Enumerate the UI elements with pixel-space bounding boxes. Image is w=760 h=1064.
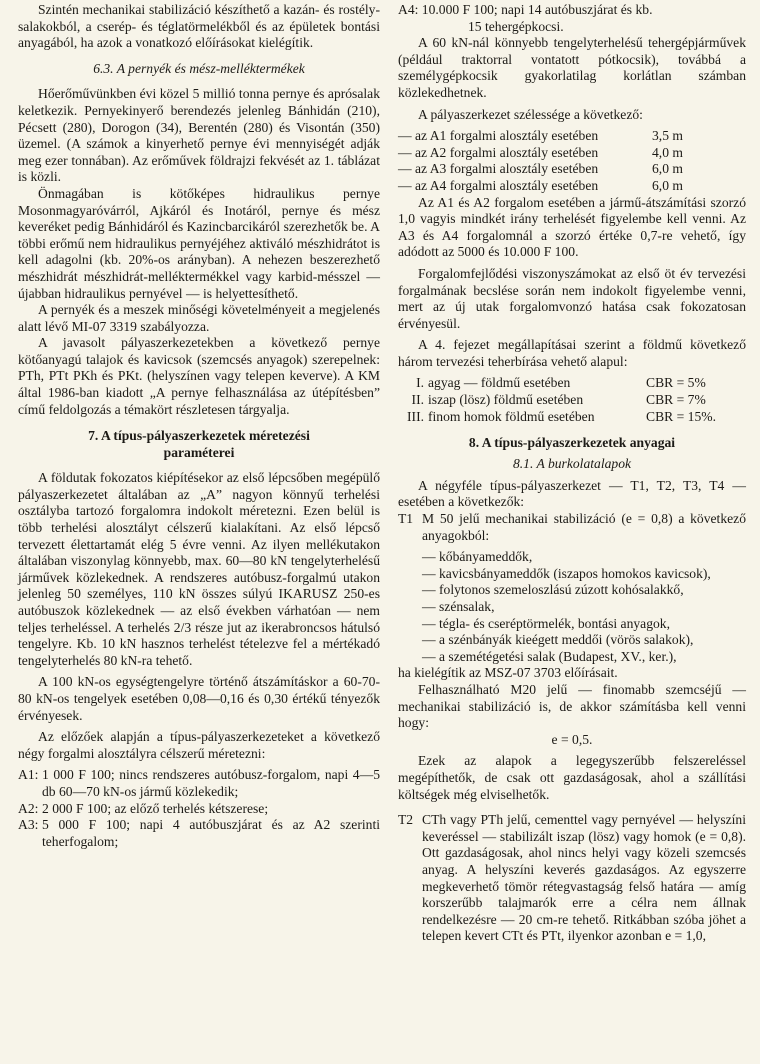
width-value: 6,0 m: [652, 177, 683, 193]
width-desc: — az A1 forgalmi alosztály esetében: [398, 128, 599, 144]
paragraph-6-3-d: A javasolt pályaszerkezetekben a következő pernye kötőanyagú talajok és kavicsok (szemcsés anyagok) szerepelnek: PTh, PTt PKh és PKt. (helyszínen vagy telepen keverve). A KM által 1986-ban kiadott „A pernye felhasználása az útépítésben” című feldolgozás a témakört részletesen tárgyalja.: [18, 335, 380, 417]
material-item: — a szénbányák kieégett meddői (vörös salakok),: [422, 632, 694, 648]
section-8-heading: 8. A típus-pályaszerkezetek anyagai: [468, 435, 676, 451]
paragraph-r2: A pályaszerkezet szélessége a következő:: [418, 106, 643, 122]
section-8-1-heading: 8.1. A burkolatalapok: [512, 456, 632, 472]
width-row: [398, 161, 683, 178]
material-item: — a szemétégetési salak (Budapest, XV., ker.),: [422, 648, 677, 664]
paragraph-r3: Az A1 és A2 forgalom esetében a jármű-átszámítási szorzó 1,0 vagyis mindkét irány terhelését figyelembe kell venni. Az A3 és A4 forgalomnál a szorzó értéke 0,7-re vehető, így adódott az 5000 és 10.000 F 100.: [398, 194, 746, 260]
width-desc: — az A3 forgalmi alosztály esetében: [398, 161, 599, 177]
soil-row: [398, 392, 716, 409]
section-7-heading-line2: paraméterei: [163, 445, 235, 461]
traffic-class-label: A3:: [18, 817, 39, 833]
paragraph-r1: A 60 kN-nál könnyebb tengelyterhelésű tehergépjárművek (például traktorral vontatott pótkocsik), továbbá a személygépkocsik gyakorlatilag korlátlan számban közlekedhetnek.: [398, 35, 746, 100]
paragraph-8-d: Ezek az alapok a legegyszerűbb felszereléssel megépíthetők, de csak ott gazdaságosak, ahol a szállítási költségek még elviselhetők.: [398, 753, 746, 802]
paragraph-7-a: A földutak fokozatos kiépítésekor az első lépcsőben megépülő pályaszerkezetet általában az „A” nagyon könnyű terhelési osztályba tartozó forgalomra indokolt méretezni. Ezen belül is több terhelési alosztályt célszerű kialakítani. Az első lépcső tervezett élettartamát elég 5 évre venni. Az ilyen mellékutakon általában viszonylag könnyebb, max. 60—80 kN tengelyterhelésű járművek közlekednek. A rendszeres autóbusz-forgalmú utakon jelenleg 50 személyes, 110 kN összes súlyú IKARUSZ 250-es autóbuszok közlekednek — az első években várhatóan — nem teljes terheléssel. A terhelés 2/3 része jut az ikerabroncsos hátulsó tengelyre. Kb. 10 kN hasznos terhelést tételezve fel a mértékadó tengelyterhelés 80 kN-ra tehető.: [18, 470, 380, 668]
paragraph-r5: A 4. fejezet megállapításai szerint a földmű következő három tervezési teherbírása vehető alapul:: [398, 337, 746, 369]
section-7-heading: [18, 427, 380, 461]
width-table: [398, 128, 683, 194]
traffic-class-label: A2:: [18, 800, 39, 816]
paragraph-8-b: ha kielégítik az MSZ-07 3703 előírásait.: [398, 665, 618, 681]
t2-label: T2: [398, 812, 414, 828]
traffic-class-list: [18, 767, 380, 850]
traffic-class-item: [18, 767, 380, 800]
width-value: 6,0 m: [652, 161, 683, 177]
t1-text: M 50 jelű mechanikai stabilizáció (e = 0,8) a következő anyagokból:: [422, 511, 746, 543]
traffic-class-text: 1 000 F 100; nincs rendszeres autóbusz-forgalom, napi 4—5 db 60—70 kN-os jármű közlekedik;: [42, 767, 380, 799]
soil-num: III.: [407, 408, 424, 424]
class-a4-line2: 15 tehergépkocsi.: [468, 18, 564, 34]
soil-cbr: CBR = 5%: [646, 375, 706, 391]
t2-text: CTh vagy PTh jelű, cementtel vagy pernyével — helyszíni keveréssel — stabilizált iszap (lösz) vagy homok (e = 0,8). Ott gazdaságosak, ahol nincs helyi vagy közeli szemcsés anyag. A helyszíni keverés gazdaságos. Az egyszerre megkeverhető tömör rétegvastagság felső határa — amíg korszerűbb talajmarók erre a célra nem állnak rendelkezésre — 20 cm-re tehető. Ritkábban szóba jöhet a telepen kevert CTt és PTt, ilyenkor azonban e = 1,0,: [422, 812, 746, 944]
soil-num: II.: [411, 392, 424, 408]
intro-paragraph: Szintén mechanikai stabilizáció készíthető a kazán- és rostély-salakokból, a cserép- és téglatörmelékből és az épületek bontási anyagából, ha azok a vonatkozó előírásokat kielégítik.: [18, 2, 380, 51]
material-list: [422, 549, 746, 665]
paragraph-6-3-b: Önmagában is kötőképes hidraulikus pernye Mosonmagyaróvárról, Ajkáról és Inotáról, pernye és mész keveréket pedig Bánhidáról és Kazincbarcikáról szerezhetők be. A többi erőmű nem hidraulikus pernyéjéhez aktiváló mészhidrátot is kell adagolni (kb. 20%-os arányban). A nehezen beszerezhető mészhidrát mészhidrát-melléktermékkel vagy karbid-mésszel — újabban hidraulikus pernyével — is helyettesíthető.: [18, 185, 380, 301]
section-7-heading-line1: 7. A típus-pályaszerkezetek méretezési: [88, 428, 310, 444]
material-item: — tégla- és cseréptörmelék, bontási anyagok,: [422, 615, 670, 631]
soil-num: I.: [416, 375, 424, 391]
paragraph-8-a: A négyféle típus-pályaszerkezet — T1, T2, T3, T4 — esetében a következők:: [398, 477, 746, 510]
soil-desc: finom homok földmű esetében: [428, 408, 595, 424]
class-a4-line1: A4: 10.000 F 100; napi 14 autóbuszjárat és kb.: [398, 2, 653, 17]
left-column: [18, 2, 380, 850]
width-desc: — az A2 forgalmi alosztály esetében: [398, 144, 599, 160]
section-6-3-heading: 6.3. A pernyék és mész-melléktermékek: [93, 60, 305, 76]
material-item: — kőbányameddők,: [422, 549, 533, 565]
paragraph-7-b: A 100 kN-os egységtengelyre történő átszámításkor a 60-70-80 kN-os tengelyek esetében 0,08—0,16 és 0,30 értékű tényezők érvényesek.: [18, 674, 380, 723]
equation: e = 0,5.: [551, 731, 593, 747]
traffic-class-text: 5 000 F 100; napi 4 autóbuszjárat és az A2 szerinti teherfogalom;: [42, 817, 380, 849]
soil-row: [398, 409, 716, 426]
soil-table: [398, 375, 716, 425]
width-value: 3,5 m: [652, 128, 683, 144]
soil-cbr: CBR = 7%: [646, 392, 706, 408]
material-item: — kavicsbányameddők (iszapos homokos kavicsok),: [422, 565, 711, 581]
traffic-class-label: A1:: [18, 767, 39, 783]
traffic-class-item: [18, 801, 380, 818]
traffic-class-text: 2 000 F 100; az előző terhelés kétszerese;: [42, 800, 269, 816]
paragraph-8-c: Felhasználható M20 jelű — finomabb szemcséjű — mechanikai stabilizáció is, de akkor számításba kell venni hogy:: [398, 681, 746, 731]
paragraph-7-c: Az előzőek alapján a típus-pályaszerkezeteket a következő négy forgalmi alosztályra célszerű méretezni:: [18, 729, 380, 761]
soil-cbr: CBR = 15%.: [646, 408, 716, 424]
width-row: [398, 178, 683, 195]
paragraph-r4: Forgalomfejlődési viszonyszámokat az első öt év tervezési forgalmának becslése során nem indokolt figyelembe venni, mert az új utak forgalomvonzó hatása csak fokozatosan érvényesül.: [398, 265, 746, 331]
material-item: — szénsalak,: [422, 599, 495, 614]
t2-block: [398, 812, 746, 945]
paragraph-6-3-a: Hőerőművünkben évi közel 5 millió tonna pernye és aprósalak keletkezik. Pernyekinyerő berendezés jelenleg Bánhidán (210), Pécsett (280), Dorogon (34), Berentén (280) és Visontán (350) üzemel. (A számok a kinyerhető pernye évi mennyiségét adják meg ezer tonnában). Az erőművek földrajzi fekvését az 1. táblázat is közli.: [18, 86, 380, 185]
width-row: [398, 145, 683, 162]
right-column: [398, 2, 746, 945]
soil-desc: iszap (lösz) földmű esetében: [428, 392, 584, 408]
soil-desc: agyag — földmű esetében: [428, 375, 571, 391]
soil-row: [398, 375, 716, 392]
width-desc: — az A4 forgalmi alosztály esetében: [398, 177, 599, 193]
paragraph-6-3-c: A pernyék és a meszek minőségi követelményeit a megjelenés alatt lévő MI-07 3319 szabályozza.: [18, 302, 380, 334]
width-row: [398, 128, 683, 145]
width-value: 4,0 m: [652, 144, 683, 160]
t1-label: T1: [398, 511, 414, 527]
material-item: — folytonos szemeloszlású zúzott kohósalakkő,: [422, 582, 684, 598]
t1-block: [398, 511, 746, 544]
traffic-class-item: [18, 817, 380, 850]
